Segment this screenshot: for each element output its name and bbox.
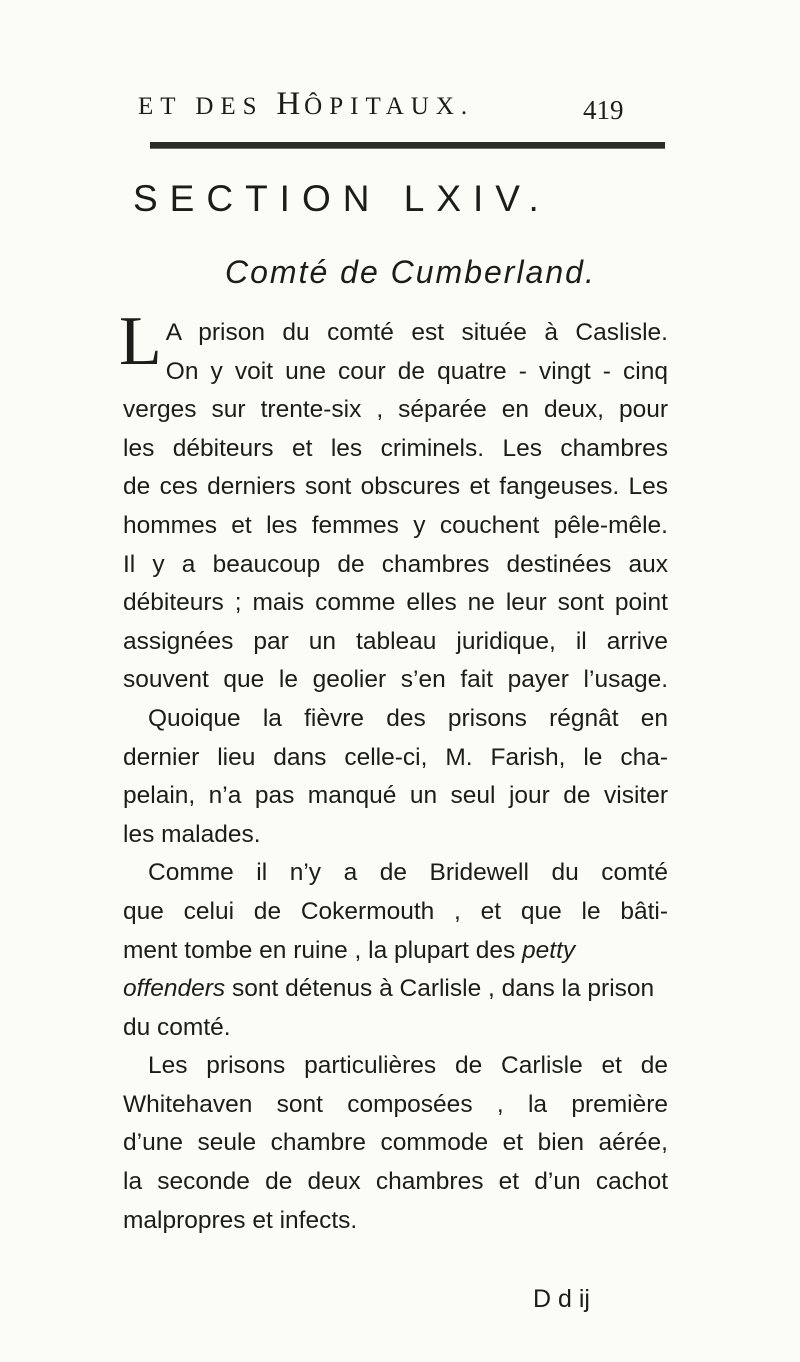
italic-term: petty bbox=[522, 936, 576, 964]
text-line: verges sur trente-six , séparée en deux, pour bbox=[123, 396, 668, 424]
running-head-part2: H bbox=[276, 86, 305, 122]
signature-mark: D d ij bbox=[533, 1285, 590, 1313]
text-line: de ces derniers sont obscures et fangeuses. Les bbox=[123, 473, 668, 501]
body-text bbox=[119, 303, 668, 1240]
text-line: du comté. bbox=[123, 1013, 231, 1041]
text-line: Les prisons particulières de Carlisle et de bbox=[148, 1052, 668, 1080]
section-title: SECTION LXIV. bbox=[133, 178, 551, 219]
drop-cap: L bbox=[119, 303, 162, 380]
text-line: On y voit une cour de quatre - vingt - cinq bbox=[165, 357, 668, 385]
italic-term: offenders bbox=[123, 975, 226, 1003]
text-line: Comme il n’y a de Bridewell du comté bbox=[148, 859, 668, 887]
text-line: pelain, n’a pas manqué un seul jour de visiter bbox=[123, 782, 668, 810]
text-line bbox=[123, 932, 668, 971]
text-line: malpropres et infects. bbox=[123, 1206, 358, 1234]
header-rule bbox=[150, 142, 665, 149]
text-line: Whitehaven sont composées , la première bbox=[123, 1090, 668, 1118]
text-segment: ment tombe en ruine , la plupart des bbox=[123, 936, 516, 964]
text-line: Quoique la fièvre des prisons régnât en bbox=[148, 704, 668, 732]
text-line: Il y a beaucoup de chambres destinées aux bbox=[123, 550, 668, 578]
running-head-part1: ET DES bbox=[138, 93, 264, 120]
running-head-part3: ÔPITAUX. bbox=[304, 93, 475, 120]
text-line: assignées par un tableau juridique, il arrive bbox=[123, 627, 668, 655]
text-line: souvent que le geolier s’en fait payer l’usage. bbox=[123, 666, 668, 694]
text-line: A prison du comté est située à Caslisle. bbox=[165, 319, 668, 346]
text-line: hommes et les femmes y couchent pêle-mêle. bbox=[123, 511, 668, 539]
text-line: les malades. bbox=[123, 820, 261, 848]
text-line bbox=[123, 970, 668, 1009]
text-line: la seconde de deux chambres et d’un cachot bbox=[123, 1168, 668, 1196]
text-line: dernier lieu dans celle-ci, M. Farish, le cha- bbox=[123, 743, 668, 771]
text-line: d’une seule chambre commode et bien aérée, bbox=[123, 1129, 668, 1157]
text-line: débiteurs ; mais comme elles ne leur sont point bbox=[123, 589, 668, 617]
subtitle: Comté de Cumberland. bbox=[225, 254, 596, 290]
text-line: les débiteurs et les criminels. Les chambres bbox=[123, 434, 668, 462]
text-segment: sont détenus à Carlisle , dans la prison bbox=[231, 975, 655, 1003]
text-line: que celui de Cokermouth , et que le bâti- bbox=[123, 897, 668, 925]
page-number: 419 bbox=[583, 95, 624, 125]
